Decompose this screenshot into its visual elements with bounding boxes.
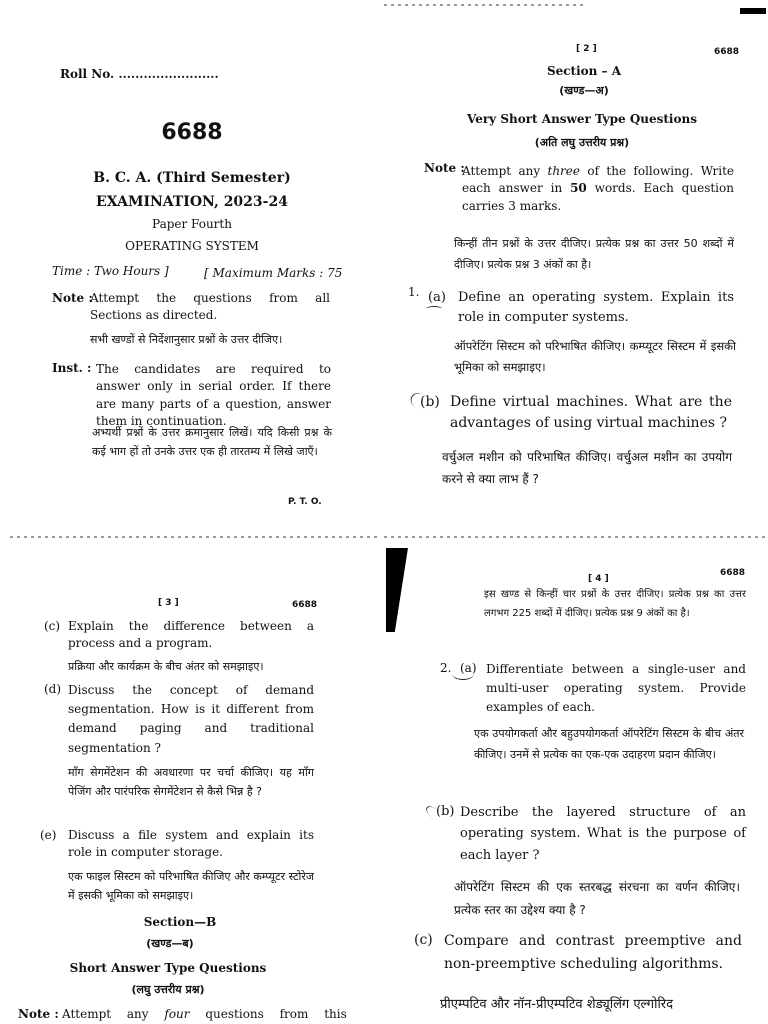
question-c-label: (c) <box>44 619 61 633</box>
question-d-hindi: माँग सेगमेंटेशन की अवधारणा पर चर्चा कीजिए। यह माँग पेजिंग और पारंपरिक सेगमेंटेशन से कैसे भिन्न है ? <box>68 766 314 798</box>
question-2c-text: Compare and contrast preemptive and non-preemptive scheduling algorithms. <box>444 933 742 973</box>
question-1b-text: Define virtual machines. What are the advantages of using virtual machines ? <box>450 394 732 431</box>
question-2c-label: (c) <box>414 932 433 948</box>
page-code: 6688 <box>292 600 318 610</box>
note-label: Note : <box>52 291 93 305</box>
pen-mark-1a <box>426 306 442 312</box>
page-3 <box>0 540 384 1024</box>
scan-edge <box>384 536 768 538</box>
question-2b-label: (b) <box>436 804 455 819</box>
note-text-pre: Attempt any <box>462 164 541 178</box>
subject-title: OPERATING SYSTEM <box>125 239 259 253</box>
paper-code: 6688 <box>161 120 223 145</box>
note-text-end: words. Each question carries 3 marks. <box>462 181 734 213</box>
note-text: Attempt the questions from all Sections as directed. <box>90 291 330 323</box>
question-d-text: Discuss the concept of demand segmentation. How is it different from demand paging and traditional segmentation ? <box>68 683 314 755</box>
pto-label: P. T. O. <box>288 497 322 507</box>
question-type-hindi: (अति लघु उत्तरीय प्रश्न) <box>534 136 630 149</box>
question-1a-label: (a) <box>428 290 446 305</box>
instruction-label: Inst. : <box>52 361 92 375</box>
section-title-hindi: (खण्ड—अ) <box>559 84 609 97</box>
section-b-note-emphasis: four <box>164 1007 190 1021</box>
question-e-hindi: एक फाइल सिस्टम को परिभाषित कीजिए और कम्प्यूटर स्टोरेज में इसकी भूमिका को समझाइए। <box>68 870 314 902</box>
course-title: B. C. A. (Third Semester) <box>93 170 291 186</box>
time-label: Time : Two Hours ] <box>52 264 169 278</box>
page-4 <box>384 540 768 1024</box>
question-1b-label: (b) <box>420 394 440 410</box>
question-1a-text: Define an operating system. Explain its role in computer systems. <box>458 290 734 325</box>
section-b-question-type-hindi: (लघु उत्तरीय प्रश्न) <box>131 983 205 996</box>
note-word-count: 50 <box>570 181 587 196</box>
scan-edge-top <box>384 4 584 6</box>
section-b-title-hindi: (खण्ड—ब) <box>146 937 194 950</box>
page-number: [ 2 ] <box>576 44 597 54</box>
question-2b-hindi: ऑपरेटिंग सिस्टम की एक स्तरबद्ध संरचना का वर्णन कीजिए। प्रत्येक स्तर का उद्देश्य क्या है ? <box>454 880 740 917</box>
question-d-label: (d) <box>44 682 62 696</box>
note-label: Note : <box>424 161 465 175</box>
instruction-text: The candidates are required to answer only in serial order. If there are many parts of a question, answer them in continuation. <box>96 362 331 429</box>
paper-number: Paper Fourth <box>152 217 232 231</box>
note-text-emphasis: three <box>547 164 580 178</box>
page-1-cover <box>0 0 384 540</box>
question-2c-hindi: प्रीएम्पटिव और नॉन-प्रीएम्पटिव शेड्यूलिंग एल्गोरिद <box>440 997 674 1012</box>
note-text <box>462 163 734 215</box>
section-b-note-pre: Attempt any <box>62 1007 149 1021</box>
question-2a-label: (a) <box>460 661 477 675</box>
section-b-note-label: Note : <box>18 1007 59 1021</box>
note-hindi: सभी खण्डों से निर्देशानुसार प्रश्नों के उत्तर दीजिए। <box>90 333 283 346</box>
section-b-question-type: Short Answer Type Questions <box>69 961 267 975</box>
note-text-post: of the following. Write each answer in <box>462 164 734 196</box>
page-2 <box>384 0 768 540</box>
question-e-label: (e) <box>40 828 57 842</box>
scan-edge <box>10 536 380 538</box>
question-1b-hindi: वर्चुअल मशीन को परिभाषित कीजिए। वर्चुअल मशीन का उपयोग करने से क्या लाभ हैं ? <box>442 450 732 487</box>
question-c-text: Explain the difference between a process and a program. <box>68 619 314 651</box>
page-number: [ 4 ] <box>588 574 609 584</box>
instruction-hindi: अभ्यर्थी प्रश्नों के उत्तर क्रमानुसार लिखें। यदि किसी प्रश्न के कई भाग हों तो उनके उत्तर एक ही तारतम्य में लिखे जाएँ। <box>92 426 332 458</box>
question-e-text: Discuss a file system and explain its role in computer storage. <box>68 828 314 860</box>
note-hindi: इस खण्ड से किन्हीं चार प्रश्नों के उत्तर दीजिए। प्रत्येक प्रश्न का उत्तर लगभग 225 शब्दों में दीजिए। प्रत्येक प्रश्न 9 अंकों का है। <box>484 589 746 619</box>
question-2a-text: Differentiate between a single-user and multi-user operating system. Provide examples of each. <box>486 662 746 715</box>
question-c-hindi: प्रक्रिया और कार्यक्रम के बीच अंतर को समझाइए। <box>68 660 264 673</box>
note-hindi: किन्हीं तीन प्रश्नों के उत्तर दीजिए। प्रत्येक प्रश्न का उत्तर 50 शब्दों में दीजिए। प्रत्येक प्रश्न 3 अंकों का है। <box>454 237 734 271</box>
section-b-note-text <box>62 1006 347 1023</box>
scan-shadow <box>386 548 408 632</box>
page-code: 6688 <box>714 47 740 57</box>
page-number: [ 3 ] <box>158 598 179 608</box>
marks-label: [ Maximum Marks : 75 <box>204 266 343 280</box>
question-1-number: 1. <box>408 285 420 299</box>
question-2a-hindi: एक उपयोगकर्ता और बहुउपयोगकर्ता ऑपरेटिंग सिस्टम के बीच अंतर कीजिए। उनमें से प्रत्येक का एक-एक उदाहरण प्रदान कीजिए। <box>474 727 744 761</box>
section-b-title: Section—B <box>143 915 217 929</box>
pen-mark-2a <box>452 668 474 680</box>
question-2b-text: Describe the layered structure of an operating system. What is the purpose of each layer ? <box>460 805 746 863</box>
scan-mark <box>740 8 766 14</box>
roll-number: Roll No. ........................ <box>60 67 219 81</box>
question-2-number: 2. <box>440 661 452 675</box>
question-type: Very Short Answer Type Questions <box>467 112 697 126</box>
exam-title: EXAMINATION, 2023-24 <box>96 194 288 210</box>
section-b-note-post: questions from this <box>205 1007 347 1021</box>
page-code: 6688 <box>720 568 746 578</box>
section-title: Section – A <box>546 64 622 78</box>
question-1a-hindi: ऑपरेटिंग सिस्टम को परिभाषित कीजिए। कम्प्यूटर सिस्टम में इसकी भूमिका को समझाइए। <box>454 339 736 375</box>
